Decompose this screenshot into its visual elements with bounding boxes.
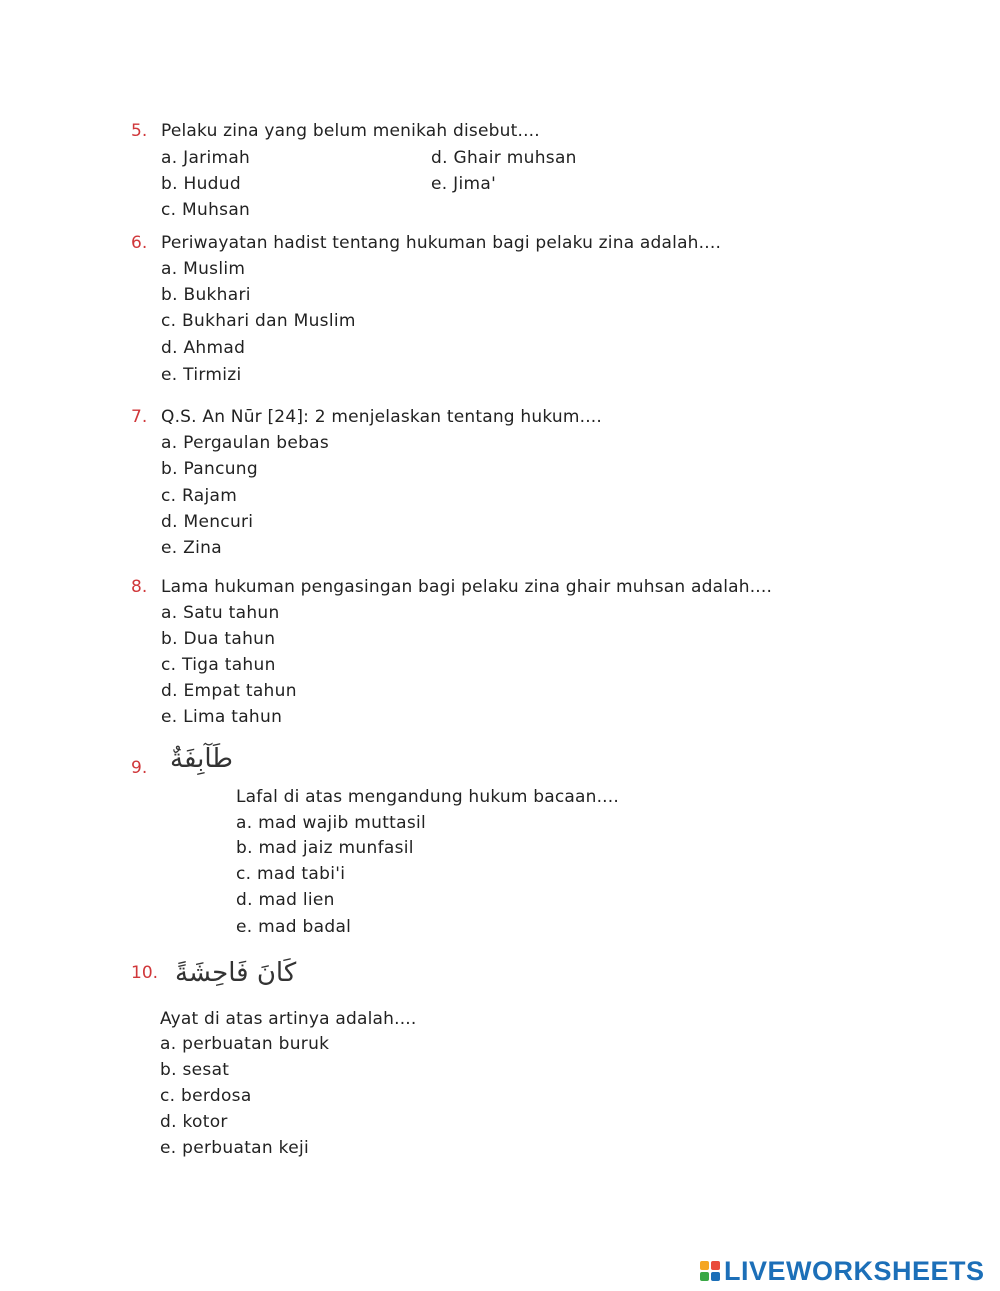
question-text: Pelaku zina yang belum menikah disebut.... — [161, 121, 540, 141]
question-number: 9. — [131, 758, 148, 778]
liveworksheets-brand[interactable] — [700, 1256, 985, 1286]
question-number: 7. — [131, 407, 148, 427]
option-b[interactable]: b. sesat — [160, 1060, 230, 1080]
question-text: Lama hukuman pengasingan bagi pelaku zina ghair muhsan adalah.... — [161, 577, 773, 597]
option-a[interactable]: a. perbuatan buruk — [160, 1034, 330, 1054]
option-c[interactable]: c. Muhsan — [161, 200, 251, 220]
option-e[interactable]: e. Jima' — [431, 174, 497, 194]
option-d[interactable]: d. Mencuri — [161, 512, 254, 532]
question-text: Ayat di atas artinya adalah.... — [160, 1009, 417, 1029]
option-e[interactable]: e. mad badal — [236, 917, 352, 937]
option-c[interactable]: c. berdosa — [160, 1086, 252, 1106]
option-d[interactable]: d. kotor — [160, 1112, 228, 1132]
brand-name: LIVEWORKSHEETS — [724, 1255, 985, 1286]
option-d[interactable]: d. mad lien — [236, 890, 335, 910]
option-c[interactable]: c. mad tabi'i — [236, 864, 346, 884]
option-b[interactable]: b. Bukhari — [161, 285, 251, 305]
option-a[interactable]: a. Pergaulan bebas — [161, 433, 330, 453]
question-number: 8. — [131, 577, 148, 597]
option-a[interactable]: a. mad wajib muttasil — [236, 813, 427, 833]
option-b[interactable]: b. Pancung — [161, 459, 258, 479]
liveworksheets-logo-icon — [700, 1261, 720, 1281]
arabic-word: طَآبِفَةٌ — [170, 744, 233, 774]
option-d[interactable]: d. Ahmad — [161, 338, 246, 358]
option-e[interactable]: e. Zina — [161, 538, 222, 558]
arabic-phrase: كَانَ فَاحِشَةً — [175, 958, 297, 988]
question-text: Lafal di atas mengandung hukum bacaan.... — [236, 787, 619, 807]
question-text: Q.S. An Nūr [24]: 2 menjelaskan tentang hukum.... — [161, 407, 603, 427]
option-c[interactable]: c. Tiga tahun — [161, 655, 276, 675]
option-d[interactable]: d. Empat tahun — [161, 681, 297, 701]
option-d[interactable]: d. Ghair muhsan — [431, 148, 577, 168]
question-number: 10. — [131, 963, 159, 983]
question-number: 6. — [131, 233, 148, 253]
option-c[interactable]: c. Rajam — [161, 486, 238, 506]
option-c[interactable]: c. Bukhari dan Muslim — [161, 311, 356, 331]
option-e[interactable]: e. Lima tahun — [161, 707, 283, 727]
option-a[interactable]: a. Satu tahun — [161, 603, 280, 623]
question-text: Periwayatan hadist tentang hukuman bagi pelaku zina adalah.... — [161, 233, 722, 253]
question-number: 5. — [131, 121, 148, 141]
option-a[interactable]: a. Jarimah — [161, 148, 251, 168]
option-b[interactable]: b. Hudud — [161, 174, 241, 194]
option-e[interactable]: e. Tirmizi — [161, 365, 242, 385]
option-e[interactable]: e. perbuatan keji — [160, 1138, 309, 1158]
option-b[interactable]: b. Dua tahun — [161, 629, 276, 649]
option-b[interactable]: b. mad jaiz munfasil — [236, 838, 414, 858]
option-a[interactable]: a. Muslim — [161, 259, 246, 279]
